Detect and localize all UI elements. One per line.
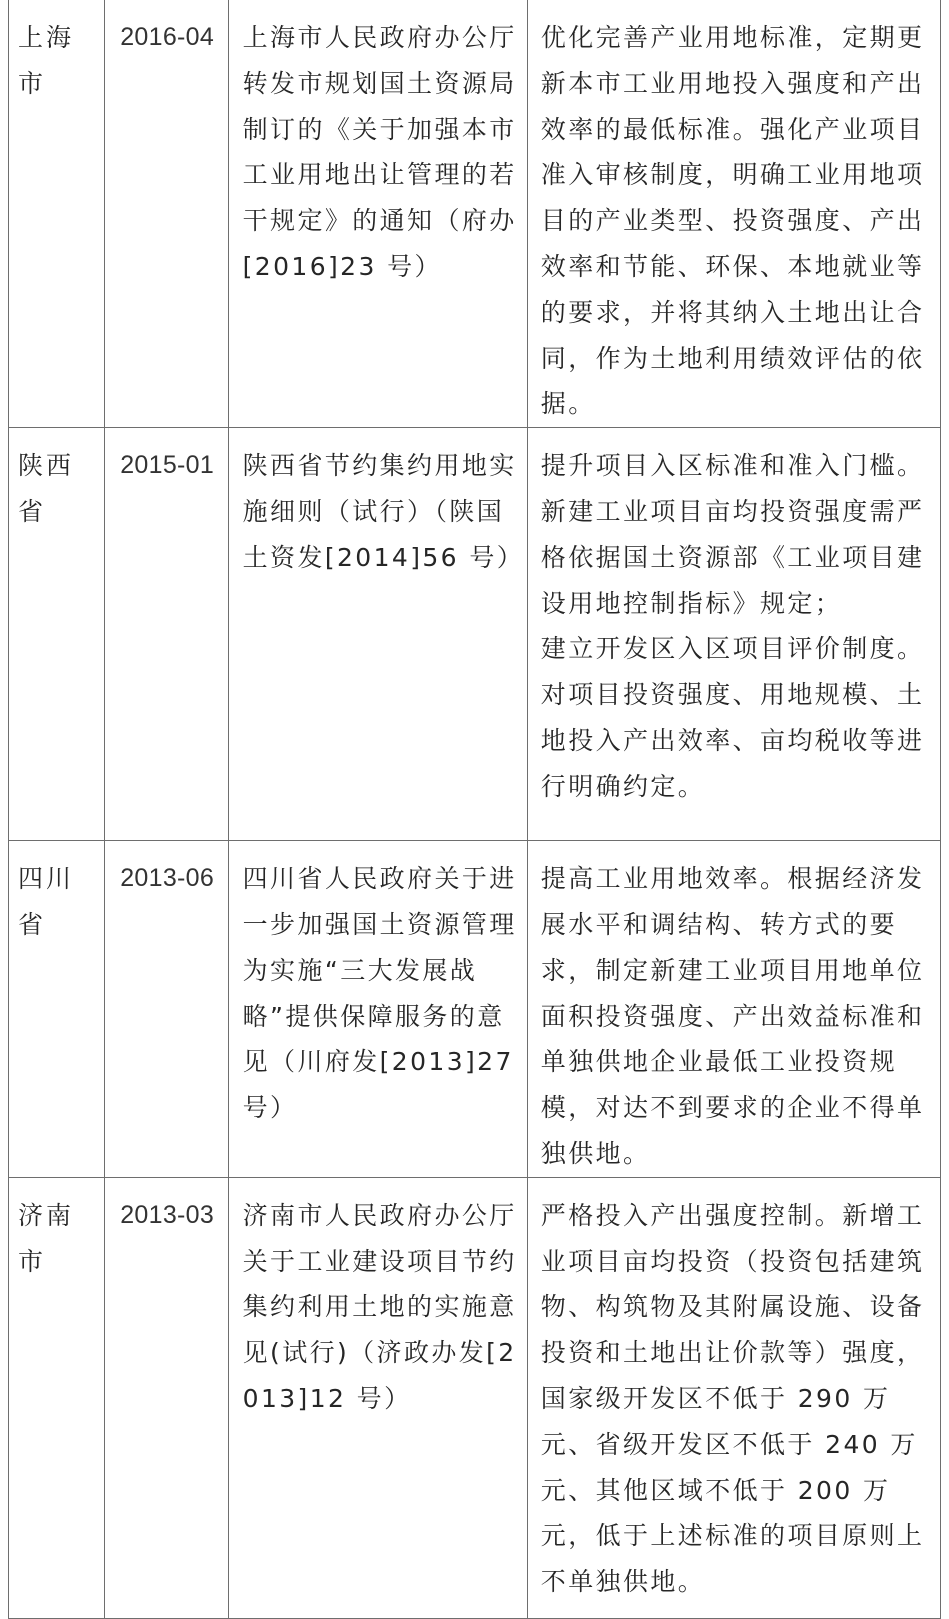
measure-paragraph: 优化完善产业用地标准，定期更新本市工业用地投入强度和产出效率的最低标准。强化产业项目准入审核制度，明确工业用地项目的产业类型、投资强度、产出效率和节能、环保、本地就业等的要求，并将其纳入土地出让合同，作为土地利用绩效评估的依据。 [540, 23, 925, 419]
region-cell: 陕西省 [9, 428, 105, 841]
document-cell: 上海市人民政府办公厅转发市规划国土资源局制订的《关于加强本市工业用地出让管理的若干规定》的通知（府办[2016]23 号） [228, 0, 527, 428]
date-cell: 2015-01 [105, 428, 228, 841]
policy-table [8, 0, 941, 1619]
region-cell: 四川省 [9, 841, 105, 1178]
measures-cell [527, 841, 940, 1178]
measures-cell [527, 428, 940, 841]
document-cell: 济南市人民政府办公厅关于工业建设项目节约集约利用土地的实施意见(试行)（济政办发[2013]12 号） [228, 1177, 527, 1618]
table-row [9, 841, 941, 1178]
measure-paragraph: 严格投入产出强度控制。新增工业项目亩均投资（投资包括建筑物、构筑物及其附属设施、设备投资和土地出让价款等）强度，国家级开发区不低于 290 万元、省级开发区不低于 240 万元、其他区域不低于 200 万元，低于上述标准的项目原则上不单独供地。 [540, 1200, 925, 1597]
document-cell: 四川省人民政府关于进一步加强国土资源管理为实施“三大发展战略”提供保障服务的意见（川府发[2013]27 号） [228, 841, 527, 1178]
measure-paragraph: 提升项目入区标准和准入门槛。新建工业项目亩均投资强度需严格依据国土资源部《工业项目建设用地控制指标》规定； [540, 451, 925, 618]
measures-cell [527, 1177, 940, 1618]
table-row [9, 0, 941, 428]
measures-cell [527, 0, 940, 428]
date-cell: 2016-04 [105, 0, 228, 428]
date-cell: 2013-03 [105, 1177, 228, 1618]
region-cell: 济南市 [9, 1177, 105, 1618]
date-cell: 2013-06 [105, 841, 228, 1178]
document-cell: 陕西省节约集约用地实施细则（试行）（陕国土资发[2014]56 号） [228, 428, 527, 841]
region-cell: 上海市 [9, 0, 105, 428]
measure-paragraph: 建立开发区入区项目评价制度。对项目投资强度、用地规模、土地投入产出效率、亩均税收等进行明确约定。 [540, 634, 925, 801]
table-row [9, 1177, 941, 1618]
measure-paragraph: 提高工业用地效率。根据经济发展水平和调结构、转方式的要求，制定新建工业项目用地单位面积投资强度、产出效益标准和单独供地企业最低工业投资规模，对达不到要求的企业不得单独供地。 [540, 864, 925, 1168]
table-row [9, 428, 941, 841]
